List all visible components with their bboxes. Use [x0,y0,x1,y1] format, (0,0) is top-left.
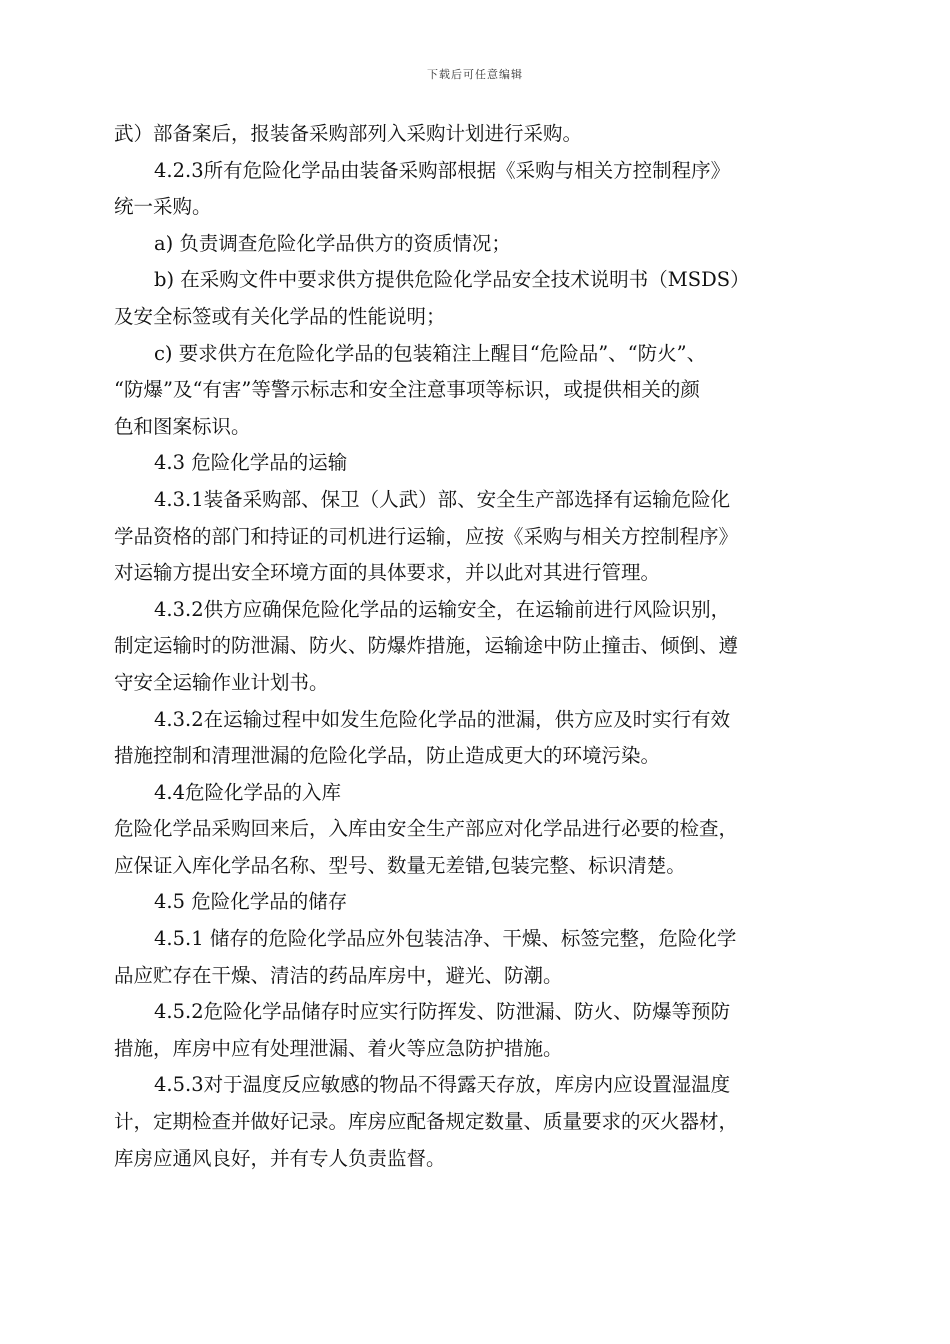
text-line: 守安全运输作业计划书。 [114,670,329,694]
text-line: 4.3 危险化学品的运输 [154,451,348,475]
document-body [114,116,844,1177]
text-line: 品应贮存在干燥、清洁的药品库房中，避光、防潮。 [114,963,563,987]
text-line: 4.2.3所有危险化学品由装备采购部根据《采购与相关方控制程序》 [154,158,731,182]
text-line: 措施，库房中应有处理泄漏、着火等应急防护措施。 [114,1036,563,1060]
text-line: 4.4危险化学品的入库 [154,780,342,804]
text-line: “防爆”及“有害”等警示标志和安全注意事项等标识，或提供相关的颜 [114,378,700,402]
text-line: 对运输方提出安全环境方面的具体要求，并以此对其进行管理。 [114,561,661,585]
text-line: b) 在采购文件中要求供方提供危险化学品安全技术说明书（MSDS） [154,268,750,292]
page-header: 下载后可任意编辑 [427,68,523,81]
text-line: 统一采购。 [114,195,212,219]
text-line: 及安全标签或有关化学品的性能说明； [114,304,446,328]
text-line: 措施控制和清理泄漏的危险化学品，防止造成更大的环境污染。 [114,744,661,768]
text-line: 计，定期检查并做好记录。库房应配备规定数量、质量要求的灭火器材， [114,1110,739,1134]
text-line: 4.3.2在运输过程中如发生危险化学品的泄漏，供方应及时实行有效 [154,707,731,731]
text-line: 制定运输时的防泄漏、防火、防爆炸措施，运输途中防止撞击、倾倒、遵 [114,634,739,658]
text-line: 4.5 危险化学品的储存 [154,890,348,914]
text-line: 危险化学品采购回来后，入库由安全生产部应对化学品进行必要的检查， [114,817,739,841]
text-line: 武）部备案后，报装备采购部列入采购计划进行采购。 [114,122,583,145]
text-line: 4.5.2危险化学品储存时应实行防挥发、防泄漏、防火、防爆等预防 [154,1000,731,1024]
text-line: 应保证入库化学品名称、型号、数量无差错,包装完整、标识清楚。 [114,853,686,877]
text-line: 库房应通风良好，并有专人负责监督。 [114,1146,446,1170]
text-line: 4.5.3对于温度反应敏感的物品不得露天存放，库房内应设置湿温度 [154,1073,731,1097]
text-line: 4.3.2供方应确保危险化学品的运输安全，在运输前进行风险识别， [154,597,731,621]
text-line: 色和图案标识。 [114,414,251,438]
text-line: 4.3.1装备采购部、保卫（人武）部、安全生产部选择有运输危险化 [154,487,731,511]
text-line: 学品资格的部门和持证的司机进行运输，应按《采购与相关方控制程序》 [114,524,739,548]
text-line: 4.5.1 储存的危险化学品应外包装洁净、干燥、标签完整，危险化学 [154,927,737,951]
text-line: a) 负责调查危险化学品供方的资质情况； [154,231,511,255]
text-line: c) 要求供方在危险化学品的包装箱注上醒目“危险品”、“防火”、 [154,341,707,365]
